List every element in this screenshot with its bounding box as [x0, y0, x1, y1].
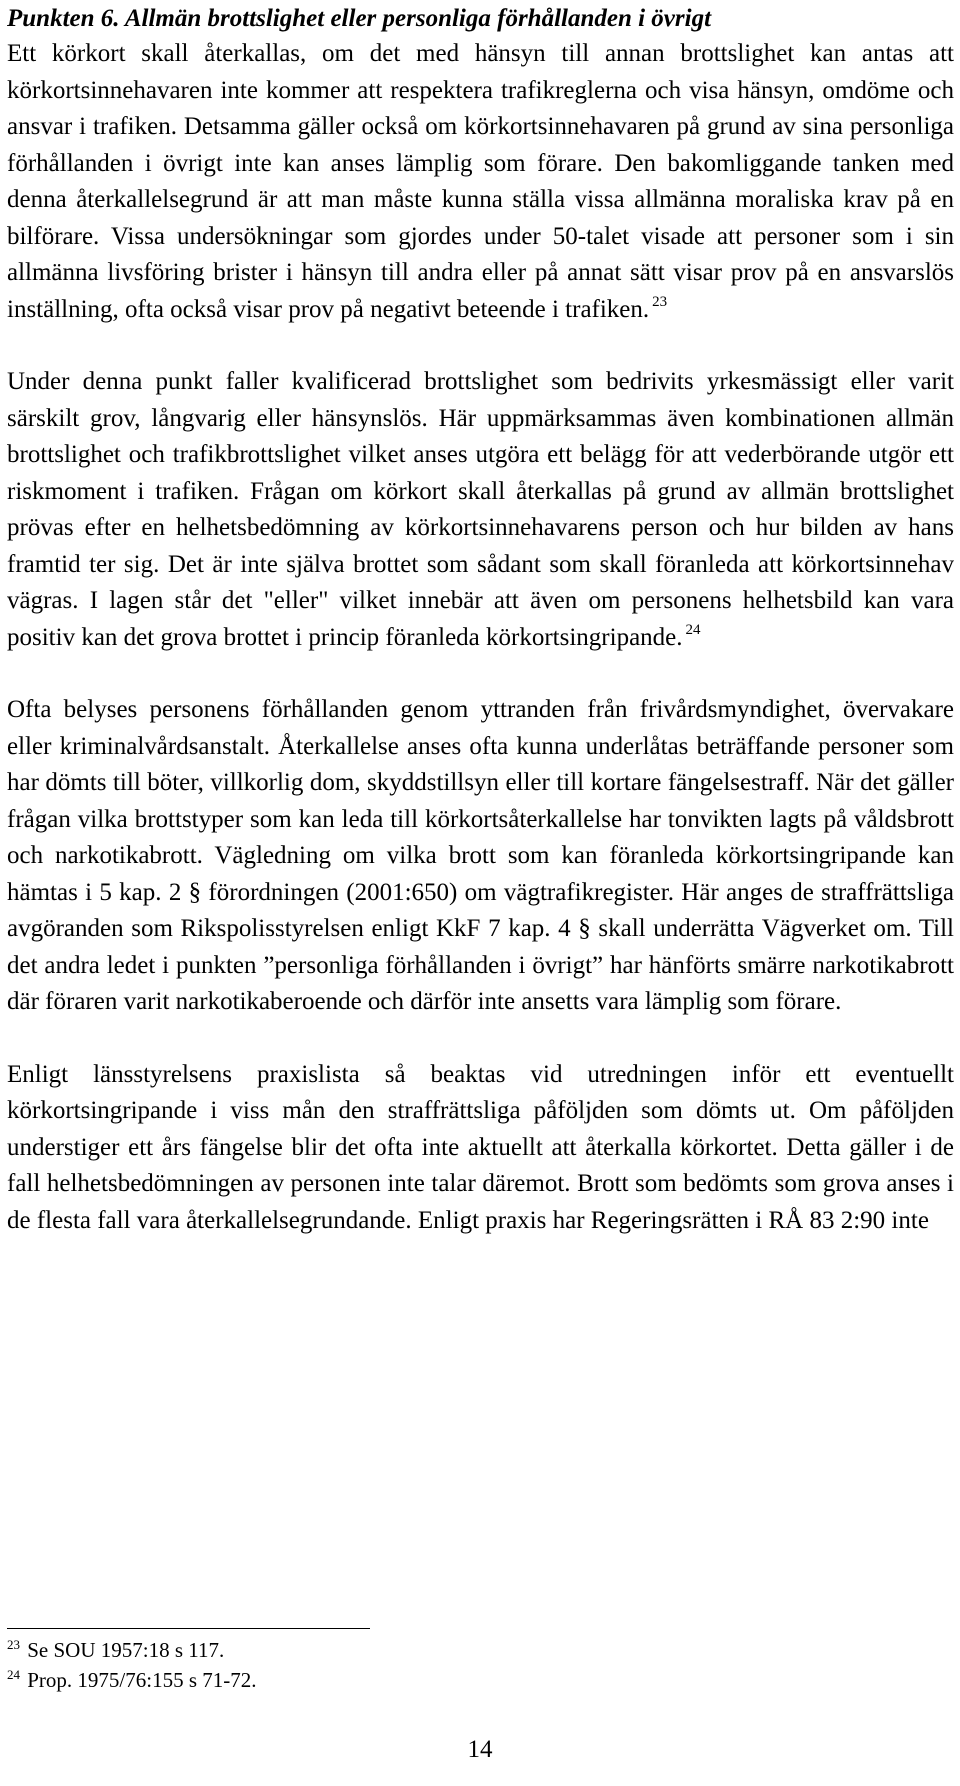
footnote-24	[7, 1665, 257, 1695]
page-number: 14	[467, 1736, 493, 1763]
footnote-text: Prop. 1975/76:155 s 71-72.	[27, 1668, 257, 1692]
footnote-number: 23	[7, 1637, 20, 1652]
paragraph-3-text: Ofta belyses personens förhållanden genom yttranden från frivårdsmyndighet, övervakare eller kriminalvårdsanstalt. Återkallelse anses ofta kunna underlåtas beträffande personer som har dömts till böter, villkorlig dom, skyddstillsyn eller till kortare fängelsestraff. När det gäller frågan vilka brottstyper som kan leda till körkortsåterkallelse har tonvikten lagts på våldsbrott och narkotikabrott. Vägledning om vilka brott som kan föranleda körkortsingripande kan hämtas i 5 kap. 2 § förordningen (2001:650) om vägtrafikregister. Här anges de straffrättsliga avgöranden som Rikspolisstyrelsen enligt KkF 7 kap. 4 § skall underrätta Vägverket om. Till det andra ledet i punkten ”personliga förhållanden i övrigt” har hänförts smärre narkotikabrott där föraren varit narkotikaberoende och därför inte ansetts vara lämplig som förare.	[7, 696, 954, 1015]
paragraph-2-text: Under denna punkt faller kvalificerad brottslighet som bedrivits yrkesmässigt eller varit särskilt grov, långvarig eller hänsynslös. Här uppmärksammas även kombinationen allmän brottslighet och trafikbrottslighet vilket anses utgöra ett belägg för att vederbörande utgör ett riskmoment i trafiken. Frågan om körkort skall återkallas på grund av allmän brottslighet prövas efter en helhetsbedömning av körkortsinnehavarens person och hur bilden av hans framtid ter sig. Det är inte själva brottet som sådant som skall föranleda att körkortsinnehav vägras. I lagen står det "eller" vilket innebär att även om personens helhetsbild kan vara positiv kan det grova brottet i princip föranleda körkortsingripande.	[7, 368, 954, 651]
footnote-ref-24[interactable]: 24	[685, 621, 701, 638]
document-page	[7, 0, 954, 1239]
footnote-ref-23[interactable]: 23	[652, 293, 668, 310]
paragraph-1-text: Ett körkort skall återkallas, om det med hänsyn till annan brottslighet kan antas att körkortsinnehavaren inte kommer att respektera trafikreglerna och visa hänsyn, omdöme och ansvar i trafiken. Detsamma gäller också om körkortsinnehavaren på grund av sina personliga förhållanden i övrigt inte kan anses lämplig som förare. Den bakomliggande tanken med denna återkallelsegrund är att man måste kunna ställa vissa allmänna moraliska krav på en bilförare. Vissa undersökningar som gjordes under 50-talet visade att personer som i sin allmänna livsföring brister i hänsyn till andra eller på annat sätt visar prov på en ansvarslös inställning, ofta också visar prov på negativt beteende i trafiken.	[7, 40, 954, 323]
paragraph-1	[7, 36, 954, 328]
footnote-text: Se SOU 1957:18 s 117.	[27, 1638, 225, 1662]
section-heading: Punkten 6. Allmän brottslighet eller personliga förhållanden i övrigt	[7, 5, 712, 32]
paragraph-3	[7, 692, 954, 1021]
footnote-divider	[7, 1628, 370, 1629]
footnote-number: 24	[7, 1667, 20, 1682]
footnotes	[7, 1635, 257, 1695]
footnote-23	[7, 1635, 257, 1665]
paragraph-2	[7, 364, 954, 656]
paragraph-4	[7, 1057, 954, 1240]
paragraph-4-text: Enligt länsstyrelsens praxislista så beaktas vid utredningen inför ett eventuellt körkortsingripande i viss mån den straffrättsliga påföljden som dömts ut. Om påföljden understiger ett års fängelse blir det ofta inte aktuellt att återkalla körkortet. Detta gäller i de fall helhetsbedömningen av personen inte talar däremot. Brott som bedömts som grova anses i de flesta fall vara återkallelsegrundande. Enligt praxis har Regeringsrätten i RÅ 83 2:90 inte	[7, 1060, 954, 1234]
